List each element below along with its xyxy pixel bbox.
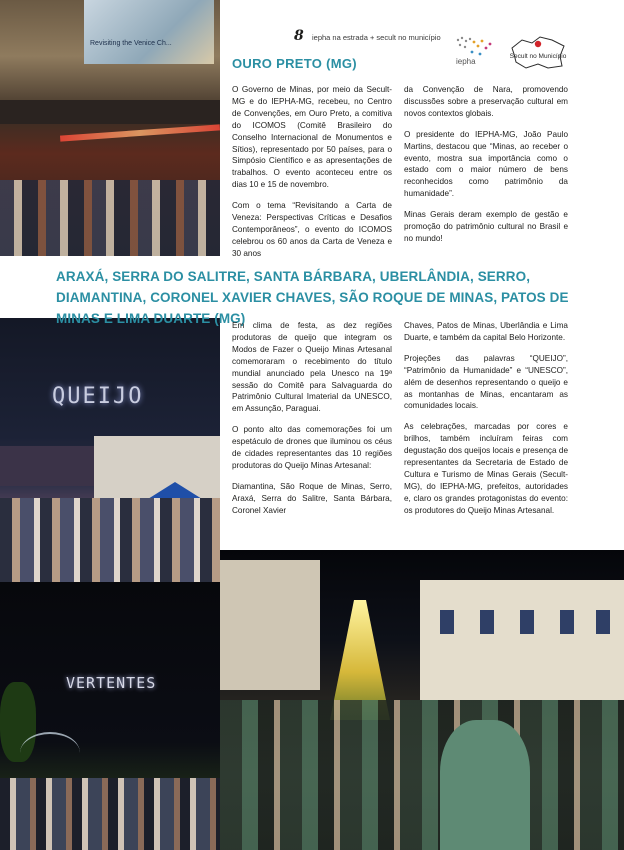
photo-marching-band	[220, 550, 624, 850]
ceiling-lights	[60, 124, 220, 141]
building-facade	[94, 436, 220, 498]
paragraph: O ponto alto das comemorações foi um espetáculo de drones que iluminou os céus de cidades representantes das 10 regiões produtoras do Queijo Minas Artesanal:	[232, 425, 392, 470]
paragraph: O Governo de Minas, por meio da Secult-MG e do IEPHA-MG, recebeu, no Centro de Convenções, em Ouro Preto, a comitiva do ICOMOS (Comitê Brasileiro do Conselho Internacional de Monumentos e Sítios), representado por 50 países, para o Simpósio Científico e as apresentações de trabalhos. O evento aconteceu entre os dias 10 e 15 de novembro.	[232, 85, 392, 190]
window	[440, 610, 454, 634]
crowd	[0, 498, 220, 582]
paragraph: O presidente do IEPHA-MG, João Paulo Martins, destacou que “Minas, ao receber o evento, mostra sua importância como o estado com o maior número de bens reconhecidos como patrimônio da humanidade”.	[404, 129, 568, 199]
section1-column-right	[404, 84, 568, 254]
paragraph: As celebrações, marcadas por cores e brilhos, também incluíram feiras com degustação dos queijos locais e presença de representantes da Secretaria de Estado de Cultura e Turismo de Minas Gerais (Secult-MG), do IEPHA-MG, prefeitos, autoridades e, claro os grandes protagonistas do evento: os produtores do Queijo Minas Artesanal.	[404, 422, 568, 515]
page-number: 8	[294, 28, 304, 44]
iepha-logo	[452, 34, 498, 68]
section2-column-left	[232, 320, 392, 526]
paragraph: Em clima de festa, as dez regiões produtoras de queijo que integram os Modos de Fazer o Queijo Minas Artesanal comemoraram o recebimento do título mundial anunciado pela Unesco na 19ª sessão do Comitê para Salvaguarda do Patrimônio Cultural Imaterial da UNESCO, em Assunção, Paraguai.	[232, 321, 392, 414]
window	[560, 610, 574, 634]
paragraph: Com o tema “Revisitando a Carta de Veneza: Perspectivas Críticas e Desafios Contemporâneos”, o evento do ICOMOS celebrou os 60 anos da Carta de Veneza e 30 anos	[232, 201, 392, 258]
presentation-screen-text: Revisiting the Venice Ch...	[90, 40, 172, 47]
colonial-house-right	[420, 580, 624, 700]
iepha-logo-text: iepha	[456, 57, 476, 66]
presentation-screen	[84, 0, 214, 64]
roofline	[0, 446, 100, 486]
paragraph: Projeções das palavras “QUEIJO”, “Patrimônio da Humanidade” e “UNESCO”, além de desenhos representando o queijo e as montanhas de Minas, encantaram as comunidades locais.	[404, 353, 568, 411]
colonial-house-left	[220, 560, 320, 690]
section-heading-queijo-regions: ARAXÁ, SERRA DO SALITRE, SANTA BÁRBARA, UBERLÂNDIA, SERRO, DIAMANTINA, CORONEL XAVIER CHAVES, SÃO ROQUE DE MINAS, PATOS DE MINAS E LIMA DUARTE (MG)	[56, 269, 569, 326]
photo-drone-show-queijo	[0, 318, 220, 582]
section2-column-right	[404, 320, 568, 526]
crowd	[0, 778, 220, 850]
section1-column-left	[232, 84, 392, 269]
section-heading-ouro-preto: OURO PRETO (MG)	[232, 56, 357, 71]
secult-municipio-logo	[508, 34, 568, 72]
audience	[0, 180, 220, 256]
band-musicians	[220, 700, 624, 850]
drone-word-vertentes: VERTENTES	[66, 674, 157, 692]
paragraph: da Convenção de Nara, promovendo discussões sobre a preservação cultural em novos contextos globais.	[404, 85, 568, 118]
fountain	[20, 732, 80, 774]
paragraph: Minas Gerais deram exemplo de gestão e promoção do patrimônio cultural no Brasil e no mundo!	[404, 210, 568, 243]
band-conductor	[440, 720, 530, 850]
secult-municipio-logo-text: Secult no Município	[509, 53, 567, 60]
photo-drone-show-vertentes	[0, 582, 220, 850]
stage-rail	[0, 100, 220, 124]
photo-icomos-conference	[0, 0, 220, 256]
window	[596, 610, 610, 634]
window	[520, 610, 534, 634]
paragraph: Diamantina, São Roque de Minas, Serro, Araxá, Serra do Salitre, Santa Bárbara, Coronel Xavier	[232, 481, 392, 515]
running-head: iepha na estrada + secult no município	[312, 33, 441, 42]
drone-word-queijo: QUEIJO	[52, 384, 144, 409]
window	[480, 610, 494, 634]
paragraph: Chaves, Patos de Minas, Uberlândia e Lima Duarte, e também da capital Belo Horizonte.	[404, 321, 568, 342]
